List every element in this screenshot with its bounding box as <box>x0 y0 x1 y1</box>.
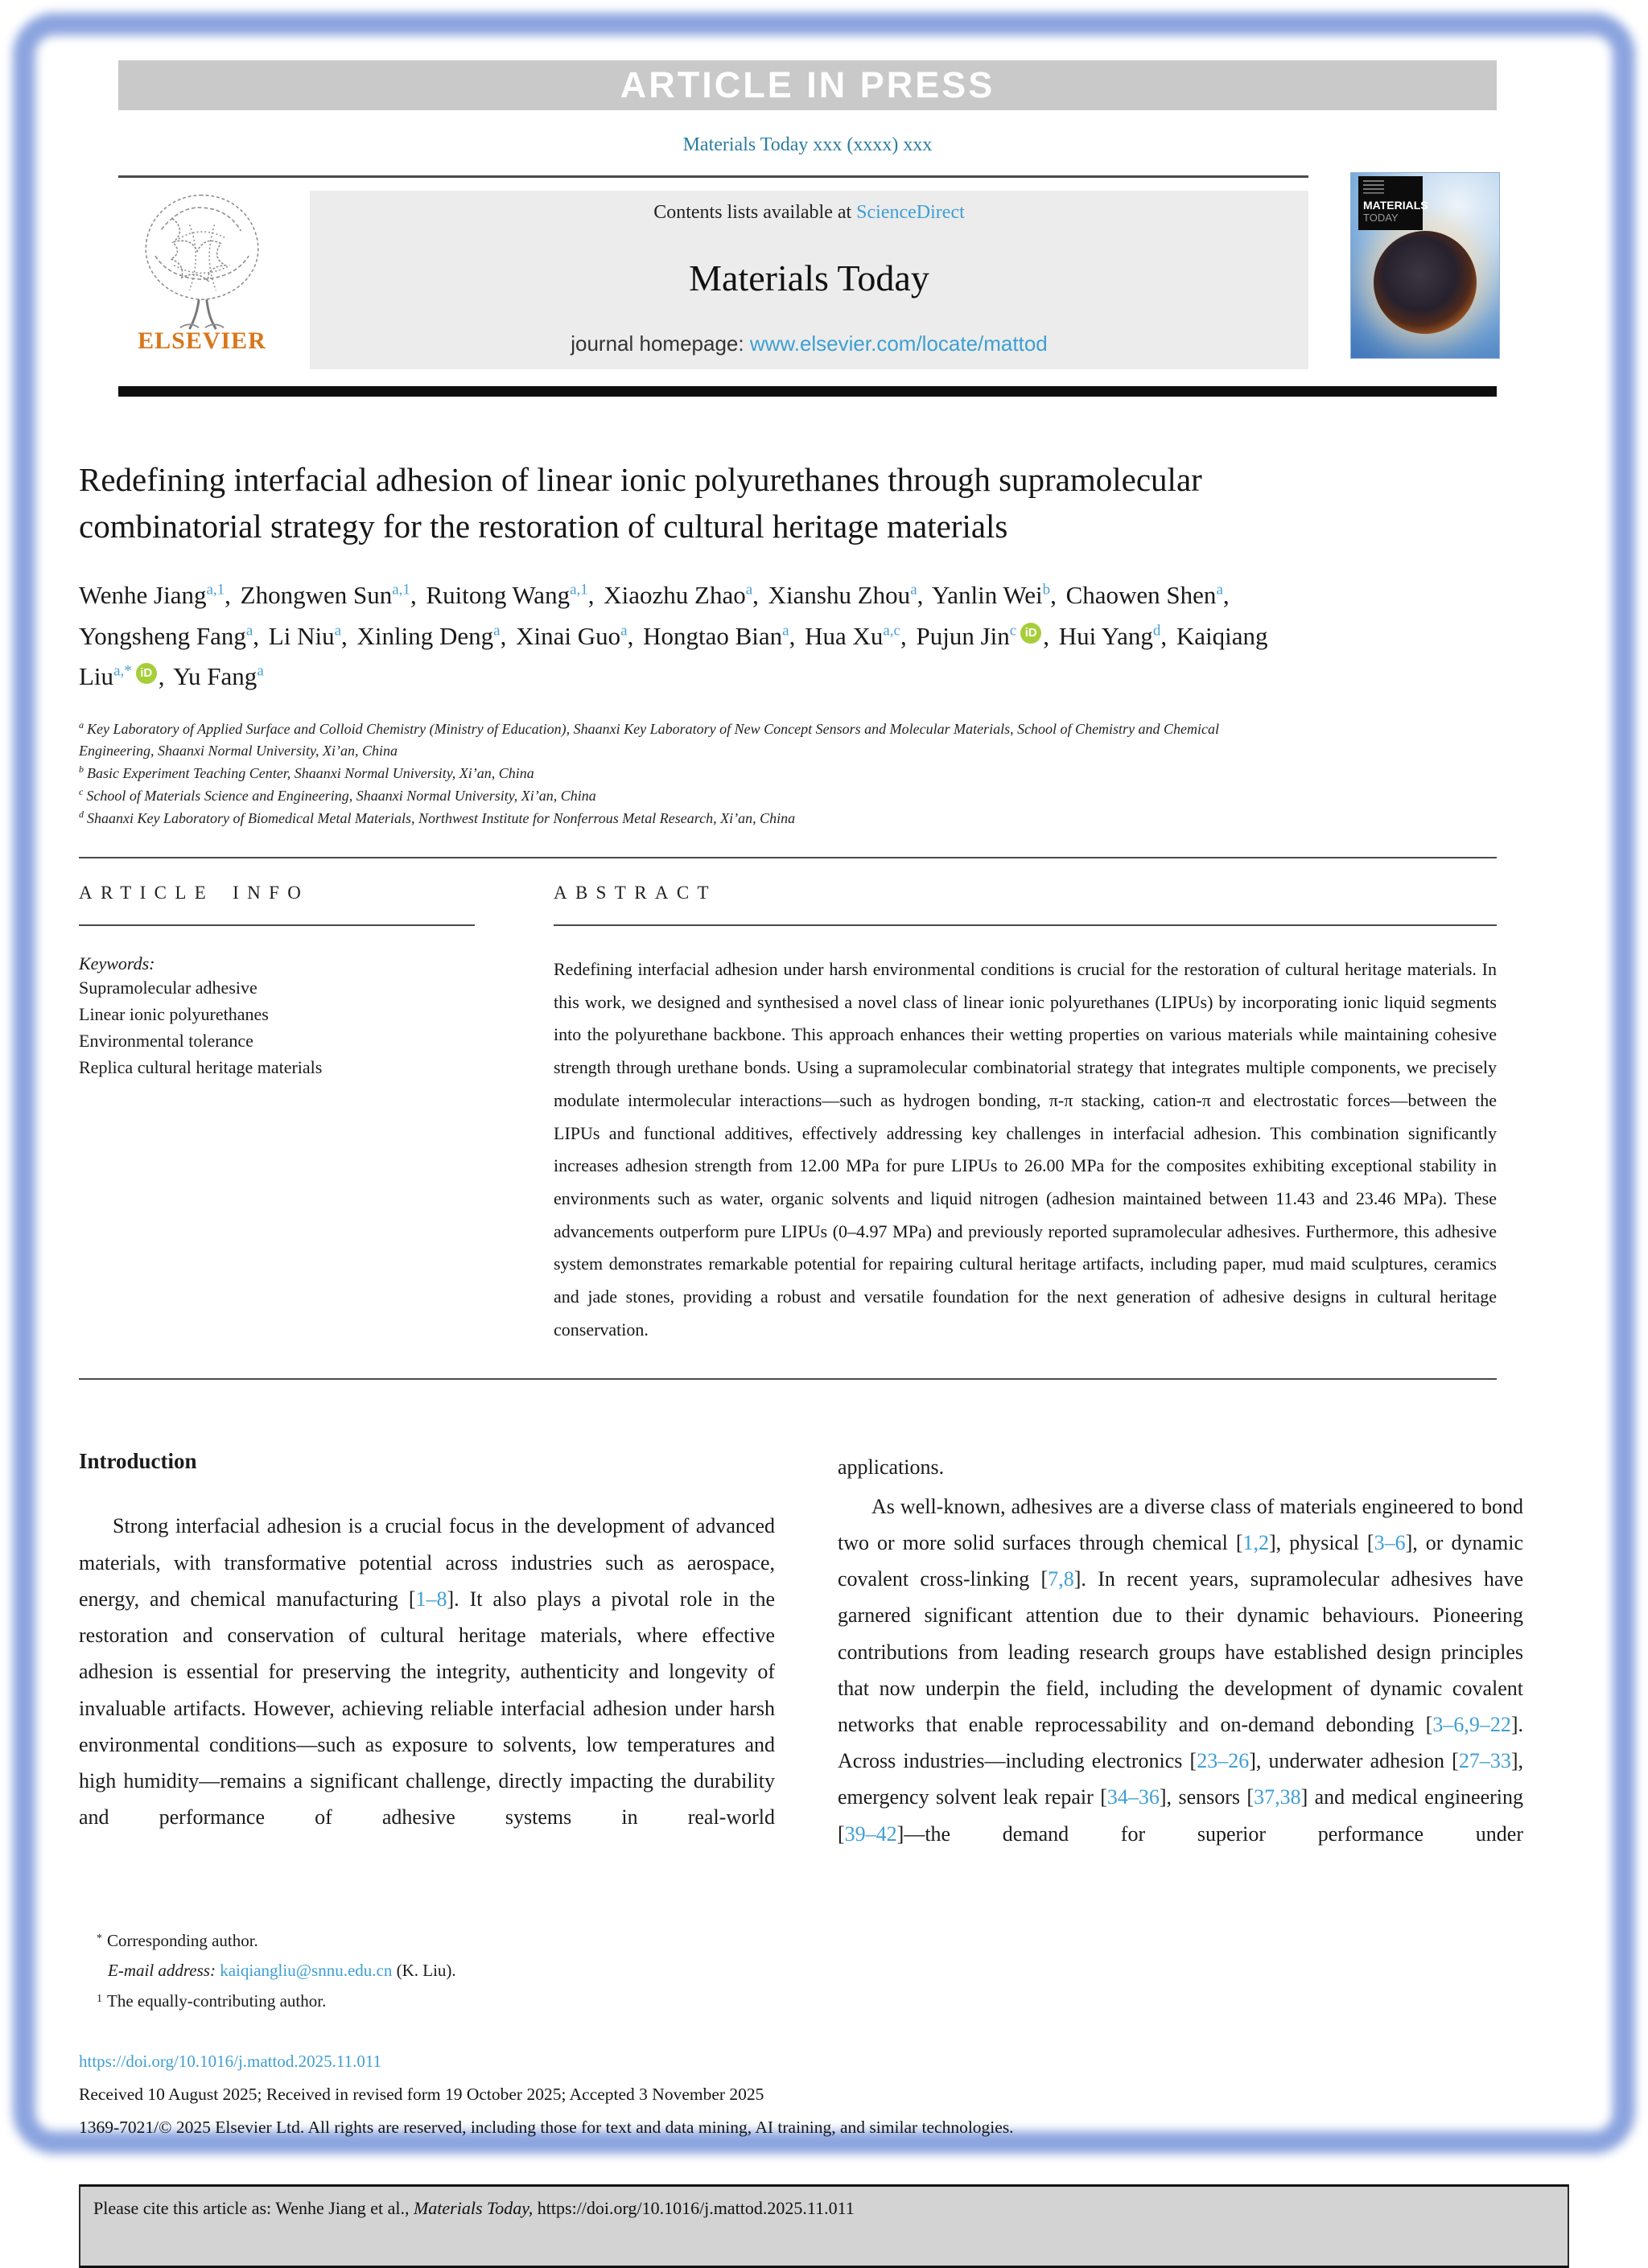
keyword: Environmental tolerance <box>79 1031 253 1052</box>
doi-link[interactable]: https://doi.org/10.1016/j.mattod.2025.11.011 <box>79 2052 382 2072</box>
keyword: Linear ionic polyurethanes <box>79 1004 269 1025</box>
article-in-press-banner <box>118 60 1497 110</box>
elsevier-tree-icon <box>123 184 281 332</box>
author: Kaiqiang Liu$^{a,*}$ iD , <box>79 621 1268 690</box>
author: Ruitong Wang$^{a,1}$, <box>426 581 595 610</box>
text-link[interactable]: 3–6 <box>1374 1530 1406 1554</box>
journal-homepage-line: journal homepage: www.elsevier.com/locate/mattod <box>571 331 1048 356</box>
info-abstract-section <box>79 857 1497 1380</box>
orcid-icon[interactable]: iD <box>136 663 157 684</box>
orcid-icon[interactable]: iD <box>1020 623 1041 644</box>
footnotes <box>97 1926 1569 2016</box>
affiliations-list <box>79 718 1278 829</box>
journal-cover[interactable] <box>1350 172 1500 359</box>
intro-paragraph: As well-known, adhesives are a diverse class of materials engineered to bond two or more solid surfaces through chemical [1,2], physical [3–6], or dynamic covalent cross-linking [7,8]. In recent years, supramolecular adhesives have garnered significant attention due to their dynamic behaviours. Pioneering contributions from leading research groups have established design principles that now underpin the field, including the development of dynamic covalent networks that enable reprocessability and on-demand debonding [3–6,9–22]. Across industries—including electronics [23–26], underwater adhesion [27–33], emergency solvent leak repair [34–36], sensors [37,38] and medical engineering [39–42]—the demand for superior performance under <box>838 1494 1524 1846</box>
text-link[interactable]: 23–26 <box>1197 1749 1250 1773</box>
banner-label: ARTICLE IN PRESS <box>620 64 995 105</box>
text-link[interactable]: 39–42 <box>844 1821 897 1846</box>
contents-line: Contents lists available at ScienceDirect <box>653 202 965 223</box>
keyword: Supramolecular adhesive <box>79 978 258 998</box>
author: Xinling Deng$^a$, <box>356 621 507 650</box>
text-link[interactable]: 27–33 <box>1458 1749 1511 1773</box>
authors-list <box>79 575 1294 697</box>
author: Zhongwen Sun$^{a,1}$, <box>240 581 417 610</box>
author: Hongtao Bian$^a$, <box>643 621 796 650</box>
author: Wenhe Jiang$^{a,1}$, <box>79 581 231 610</box>
author: Yongsheng Fang$^a$, <box>79 621 260 650</box>
introduction-heading: Introduction <box>79 1449 197 1474</box>
author: Xiaozhu Zhao$^a$, <box>604 581 759 610</box>
text-link[interactable]: 34–36 <box>1106 1785 1160 1809</box>
intro-paragraph-continuation: applications. <box>838 1455 945 1480</box>
article-info-column <box>79 883 475 1346</box>
introduction-section <box>79 1449 1569 1852</box>
text-link[interactable]: www.elsevier.com/locate/mattod <box>749 331 1048 356</box>
author: Yanlin Wei$^b$, <box>931 581 1057 610</box>
received-line: Received 10 August 2025; Received in revised form 19 October 2025; Accepted 3 November 2025 <box>79 2085 764 2105</box>
elsevier-wordmark: ELSEVIER <box>138 327 266 354</box>
abstract-rule <box>554 924 1497 926</box>
intro-left-column <box>79 1449 775 1852</box>
text-link[interactable]: 1,2 <box>1242 1530 1269 1554</box>
elsevier-logo[interactable] <box>94 178 310 369</box>
text-link[interactable]: 7,8 <box>1048 1567 1074 1591</box>
email-note: E-mail address: kaiqiangliu@snnu.edu.cn (K. Liu). <box>108 1961 456 1981</box>
affiliation: $^b$ Basic Experiment Teaching Center, Shaanxi Normal University, Xi’an, China <box>79 764 534 782</box>
copyright-line: 1369-7021/© 2025 Elsevier Ltd. All rights are reserved, including those for text and data mining, AI training, and similar technologies. <box>79 2118 1014 2138</box>
journal-header <box>118 175 1497 378</box>
author: Xinai Guo$^a$, <box>516 621 634 650</box>
affiliation: $^c$ School of Materials Science and Engineering, Shaanxi Normal University, Xi’an, China <box>79 786 596 805</box>
author: Hui Yang$^d$, <box>1058 621 1168 650</box>
author: Chaowen Shen$^a$, <box>1065 581 1230 610</box>
cover-fine-print <box>1363 180 1384 194</box>
article-info-rule <box>79 924 475 926</box>
equal-contribution-note: $^1$ The equally-contributing author. <box>97 1990 327 2011</box>
article-title: Redefining interfacial adhesion of linear ionic polyurethanes through supramolecular combinatorial strategy for the restoration of cultural heritage materials <box>79 461 1202 545</box>
citation-box: Please cite this article as: Wenhe Jiang et al., Materials Today, https://doi.org/10.1016/j.mattod.2025.11.011 <box>79 2184 1569 2268</box>
abstract-column <box>554 883 1497 1346</box>
corresponding-author-note: * Corresponding author. <box>97 1930 258 1950</box>
keyword: Replica cultural heritage materials <box>79 1057 323 1078</box>
intro-paragraph: Strong interfacial adhesion is a crucial focus in the development of advanced materials, with transformative potential across industries such as aerospace, energy, and chemical manufacturing [1–8]. It also plays a pivotal role in the restoration and conservation of cultural heritage materials, where effective adhesion is essential for preserving the integrity, authenticity and longevity of invaluable artifacts. However, achieving reliable interfacial adhesion under harsh environmental conditions—such as exposure to solvents, low temperatures and high humidity—remains a significant challenge, directly impacting the durability and performance of adhesive systems in real-world <box>79 1514 776 1830</box>
text-link[interactable]: 3–6,9–22 <box>1432 1712 1511 1736</box>
author: Pujun Jin$^c$ iD , <box>916 621 1049 650</box>
text-link[interactable]: 1–8 <box>415 1587 447 1611</box>
author: Hua Xu$^{a,c}$, <box>805 621 907 650</box>
abstract-heading: ABSTRACT <box>554 883 717 903</box>
author: Yu Fang$^a$ <box>173 661 264 690</box>
affiliation: $^a$ Key Laboratory of Applied Surface and Colloid Chemistry (Ministry of Education), Shaanxi Key Laboratory of New Concept Sensors and Molecular Materials, School of Chemistry and Chemical Engineering, Shaanxi Normal University, Xi’an, China <box>79 719 1220 759</box>
cover-sphere-image <box>1374 231 1477 334</box>
abstract-text: Redefining interfacial adhesion under harsh environmental conditions is crucial for the restoration of cultural heritage materials. In this work, we designed and synthesised a novel class of linear ionic polyurethanes (LIPUs) by incorporating ionic liquid segments into the polyurethane backbone. This approach enhances their wetting properties on various materials while maintaining cohesive strength through urethane bonds. Using a supramolecular combinatorial strategy that integrates multiple components, we precisely modulate intermolecular interactions—such as hydrogen bonding, π-π stacking, cation-π and electrostatic forces—between the LIPUs and functional additives, effectively addressing key challenges in interfacial adhesion. This combination significantly increases adhesion strength from 12.00 MPa for pure LIPUs to 26.00 MPa for the composites exhibiting exceptional stability in environments such as water, organic solvents and liquid nitrogen (adhesion maintained between 11.43 and 23.46 MPa). These advancements outperform pure LIPUs (0–4.97 MPa) and previously reported supramolecular adhesives. Furthermore, this adhesive system demonstrates remarkable potential for repairing cultural heritage artifacts, including paper, mud maid sculptures, ceramics and jade stones, providing a robust and versatile foundation for the next generation of adhesive designs in cultural heritage conservation. <box>554 959 1497 1340</box>
header-divider-bar <box>118 386 1497 397</box>
author: Xianshu Zhou$^a$, <box>768 581 924 610</box>
text-link[interactable]: ScienceDirect <box>856 202 965 223</box>
page <box>79 0 1569 2268</box>
text-link[interactable]: 37,38 <box>1254 1785 1301 1809</box>
journal-title: Materials Today <box>689 257 929 298</box>
affiliation: $^d$ Shaanxi Key Laboratory of Biomedical Metal Materials, Northwest Institute for Nonferrous Metal Research, Xi’an, China <box>79 809 796 827</box>
journal-info-box <box>310 191 1308 369</box>
intro-right-column <box>838 1449 1523 1852</box>
journal-reference: Materials Today xxx (xxxx) xxx <box>682 134 933 155</box>
text-link[interactable]: kaiqiangliu@snnu.edu.cn <box>220 1961 393 1981</box>
cover-masthead: MATERIALS TODAY <box>1358 176 1423 230</box>
keywords-label: Keywords: <box>79 953 155 974</box>
author: Li Niu$^a$, <box>268 621 348 650</box>
article-info-heading: ARTICLE INFO <box>79 883 310 903</box>
